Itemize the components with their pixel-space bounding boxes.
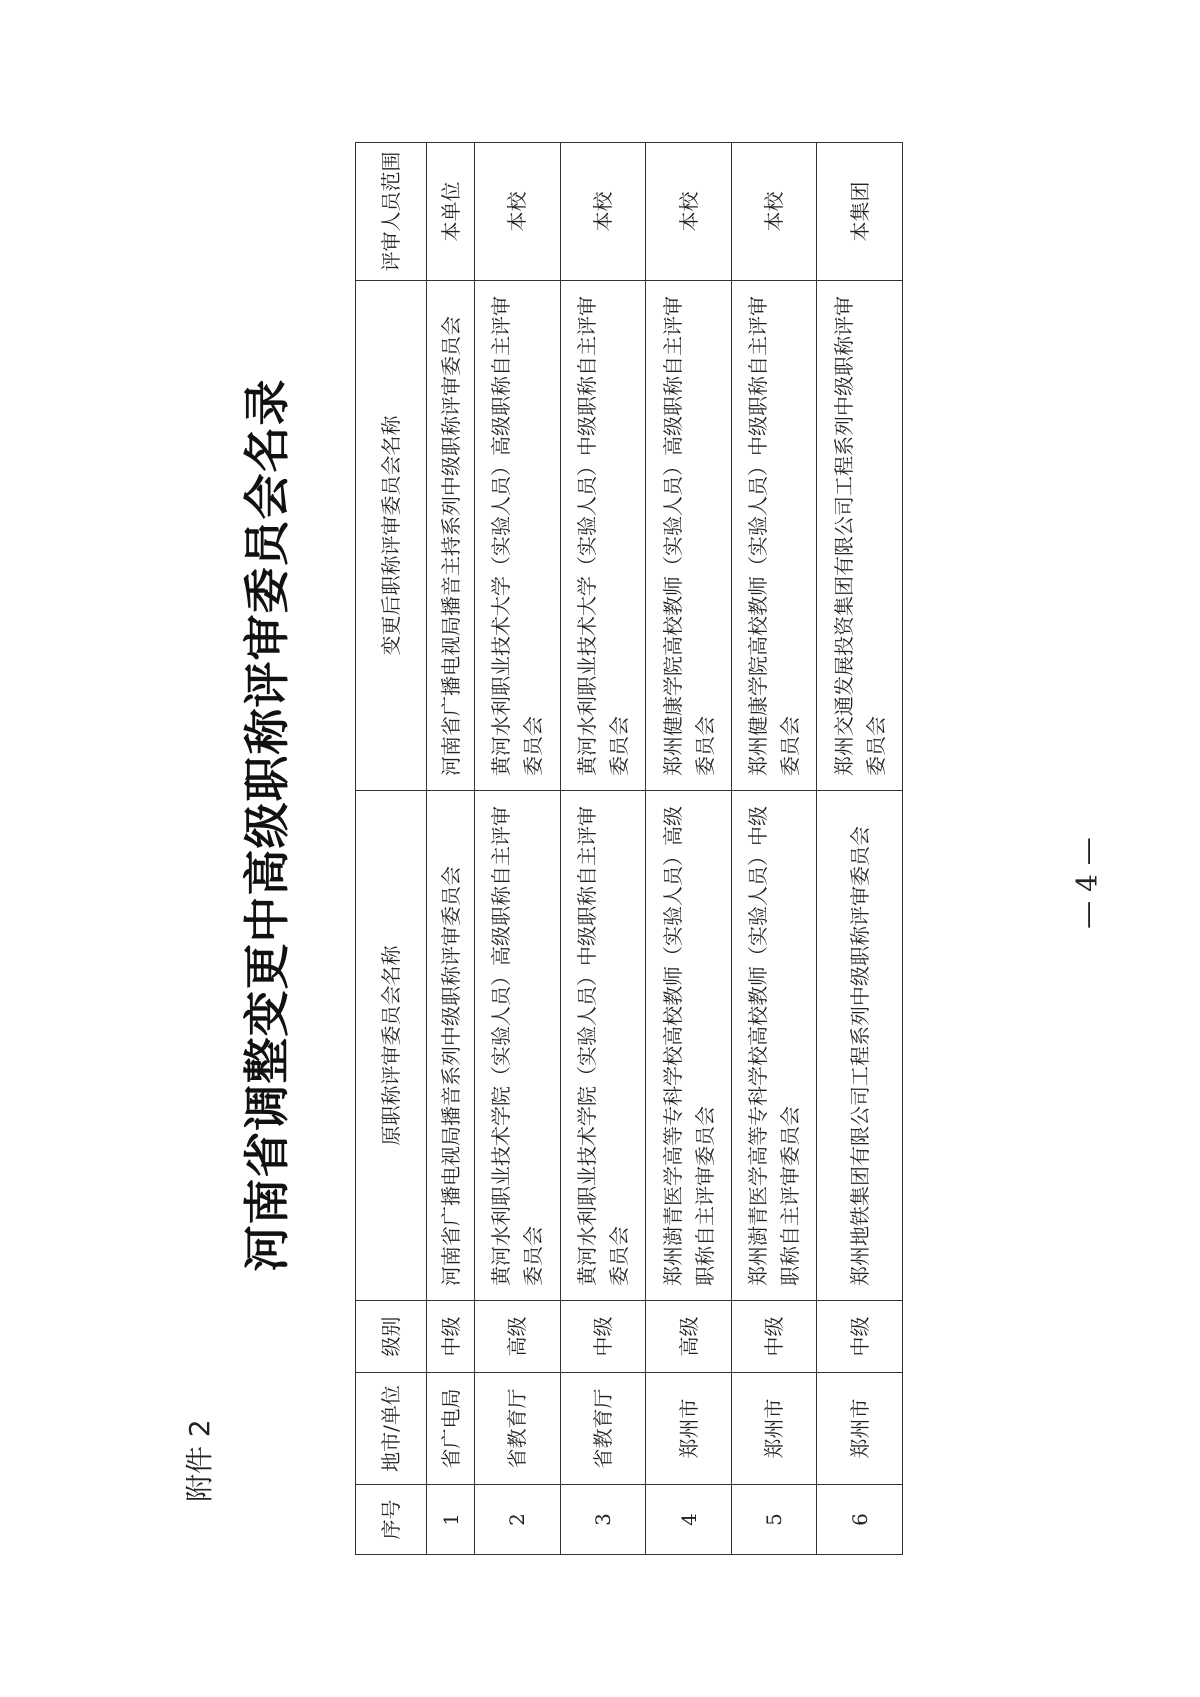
cell-original: 郑州澍青医学高等专科学校高校教师（实验人员）高级职称自主评审委员会 [646, 791, 732, 1301]
cell-level: 中级 [817, 1301, 903, 1373]
header-scope: 评审人员范围 [356, 143, 427, 281]
page-number: — 4 — [1070, 837, 1104, 929]
table-header-row [356, 143, 427, 1555]
table-row [817, 143, 903, 1555]
table-row [475, 143, 561, 1555]
cell-level: 高级 [646, 1301, 732, 1373]
cell-city: 郑州市 [731, 1373, 817, 1485]
page-title: 河南省调整变更中高级职称评审委员会名录 [240, 378, 294, 1272]
cell-level: 中级 [427, 1301, 475, 1373]
cell-changed: 郑州健康学院高校教师（实验人员）中级职称自主评审委员会 [731, 281, 817, 791]
cell-scope: 本校 [560, 143, 646, 281]
table-row [731, 143, 817, 1555]
cell-changed: 河南省广播电视局播音主持系列中级职称评审委员会 [427, 281, 475, 791]
cell-scope: 本校 [646, 143, 732, 281]
cell-seq: 5 [731, 1485, 817, 1555]
cell-scope: 本集团 [817, 143, 903, 281]
cell-city: 郑州市 [646, 1373, 732, 1485]
cell-level: 中级 [731, 1301, 817, 1373]
cell-original: 郑州澍青医学高等专科学校高校教师（实验人员）中级职称自主评审委员会 [731, 791, 817, 1301]
cell-city: 省教育厅 [475, 1373, 561, 1485]
table-row [646, 143, 732, 1555]
header-level: 级别 [356, 1301, 427, 1373]
header-changed: 变更后职称评审委员会名称 [356, 281, 427, 791]
cell-seq: 2 [475, 1485, 561, 1555]
cell-scope: 本校 [475, 143, 561, 281]
cell-scope: 本校 [731, 143, 817, 281]
cell-level: 高级 [475, 1301, 561, 1373]
committee-table [355, 142, 903, 1555]
cell-city: 郑州市 [817, 1373, 903, 1485]
attachment-label: 附件 2 [183, 1419, 216, 1502]
cell-scope: 本单位 [427, 143, 475, 281]
cell-original: 河南省广播电视局播音系列中级职称评审委员会 [427, 791, 475, 1301]
cell-seq: 3 [560, 1485, 646, 1555]
cell-seq: 4 [646, 1485, 732, 1555]
table-row [560, 143, 646, 1555]
cell-original: 郑州地铁集团有限公司工程系列中级职称评审委员会 [817, 791, 903, 1301]
cell-original: 黄河水利职业技术学院（实验人员）中级职称自主评审委员会 [560, 791, 646, 1301]
cell-seq: 1 [427, 1485, 475, 1555]
cell-level: 中级 [560, 1301, 646, 1373]
cell-city: 省广电局 [427, 1373, 475, 1485]
rotated-content [232, 95, 912, 1555]
cell-changed: 郑州交通发展投资集团有限公司工程系列中级职称评审委员会 [817, 281, 903, 791]
cell-changed: 郑州健康学院高校教师（实验人员）高级职称自主评审委员会 [646, 281, 732, 791]
table-row [427, 143, 475, 1555]
cell-original: 黄河水利职业技术学院（实验人员）高级职称自主评审委员会 [475, 791, 561, 1301]
cell-changed: 黄河水利职业技术大学（实验人员）中级职称自主评审委员会 [560, 281, 646, 791]
header-original: 原职称评审委员会名称 [356, 791, 427, 1301]
header-seq: 序号 [356, 1485, 427, 1555]
cell-city: 省教育厅 [560, 1373, 646, 1485]
cell-changed: 黄河水利职业技术大学（实验人员）高级职称自主评审委员会 [475, 281, 561, 791]
header-city: 地市/单位 [356, 1373, 427, 1485]
cell-seq: 6 [817, 1485, 903, 1555]
